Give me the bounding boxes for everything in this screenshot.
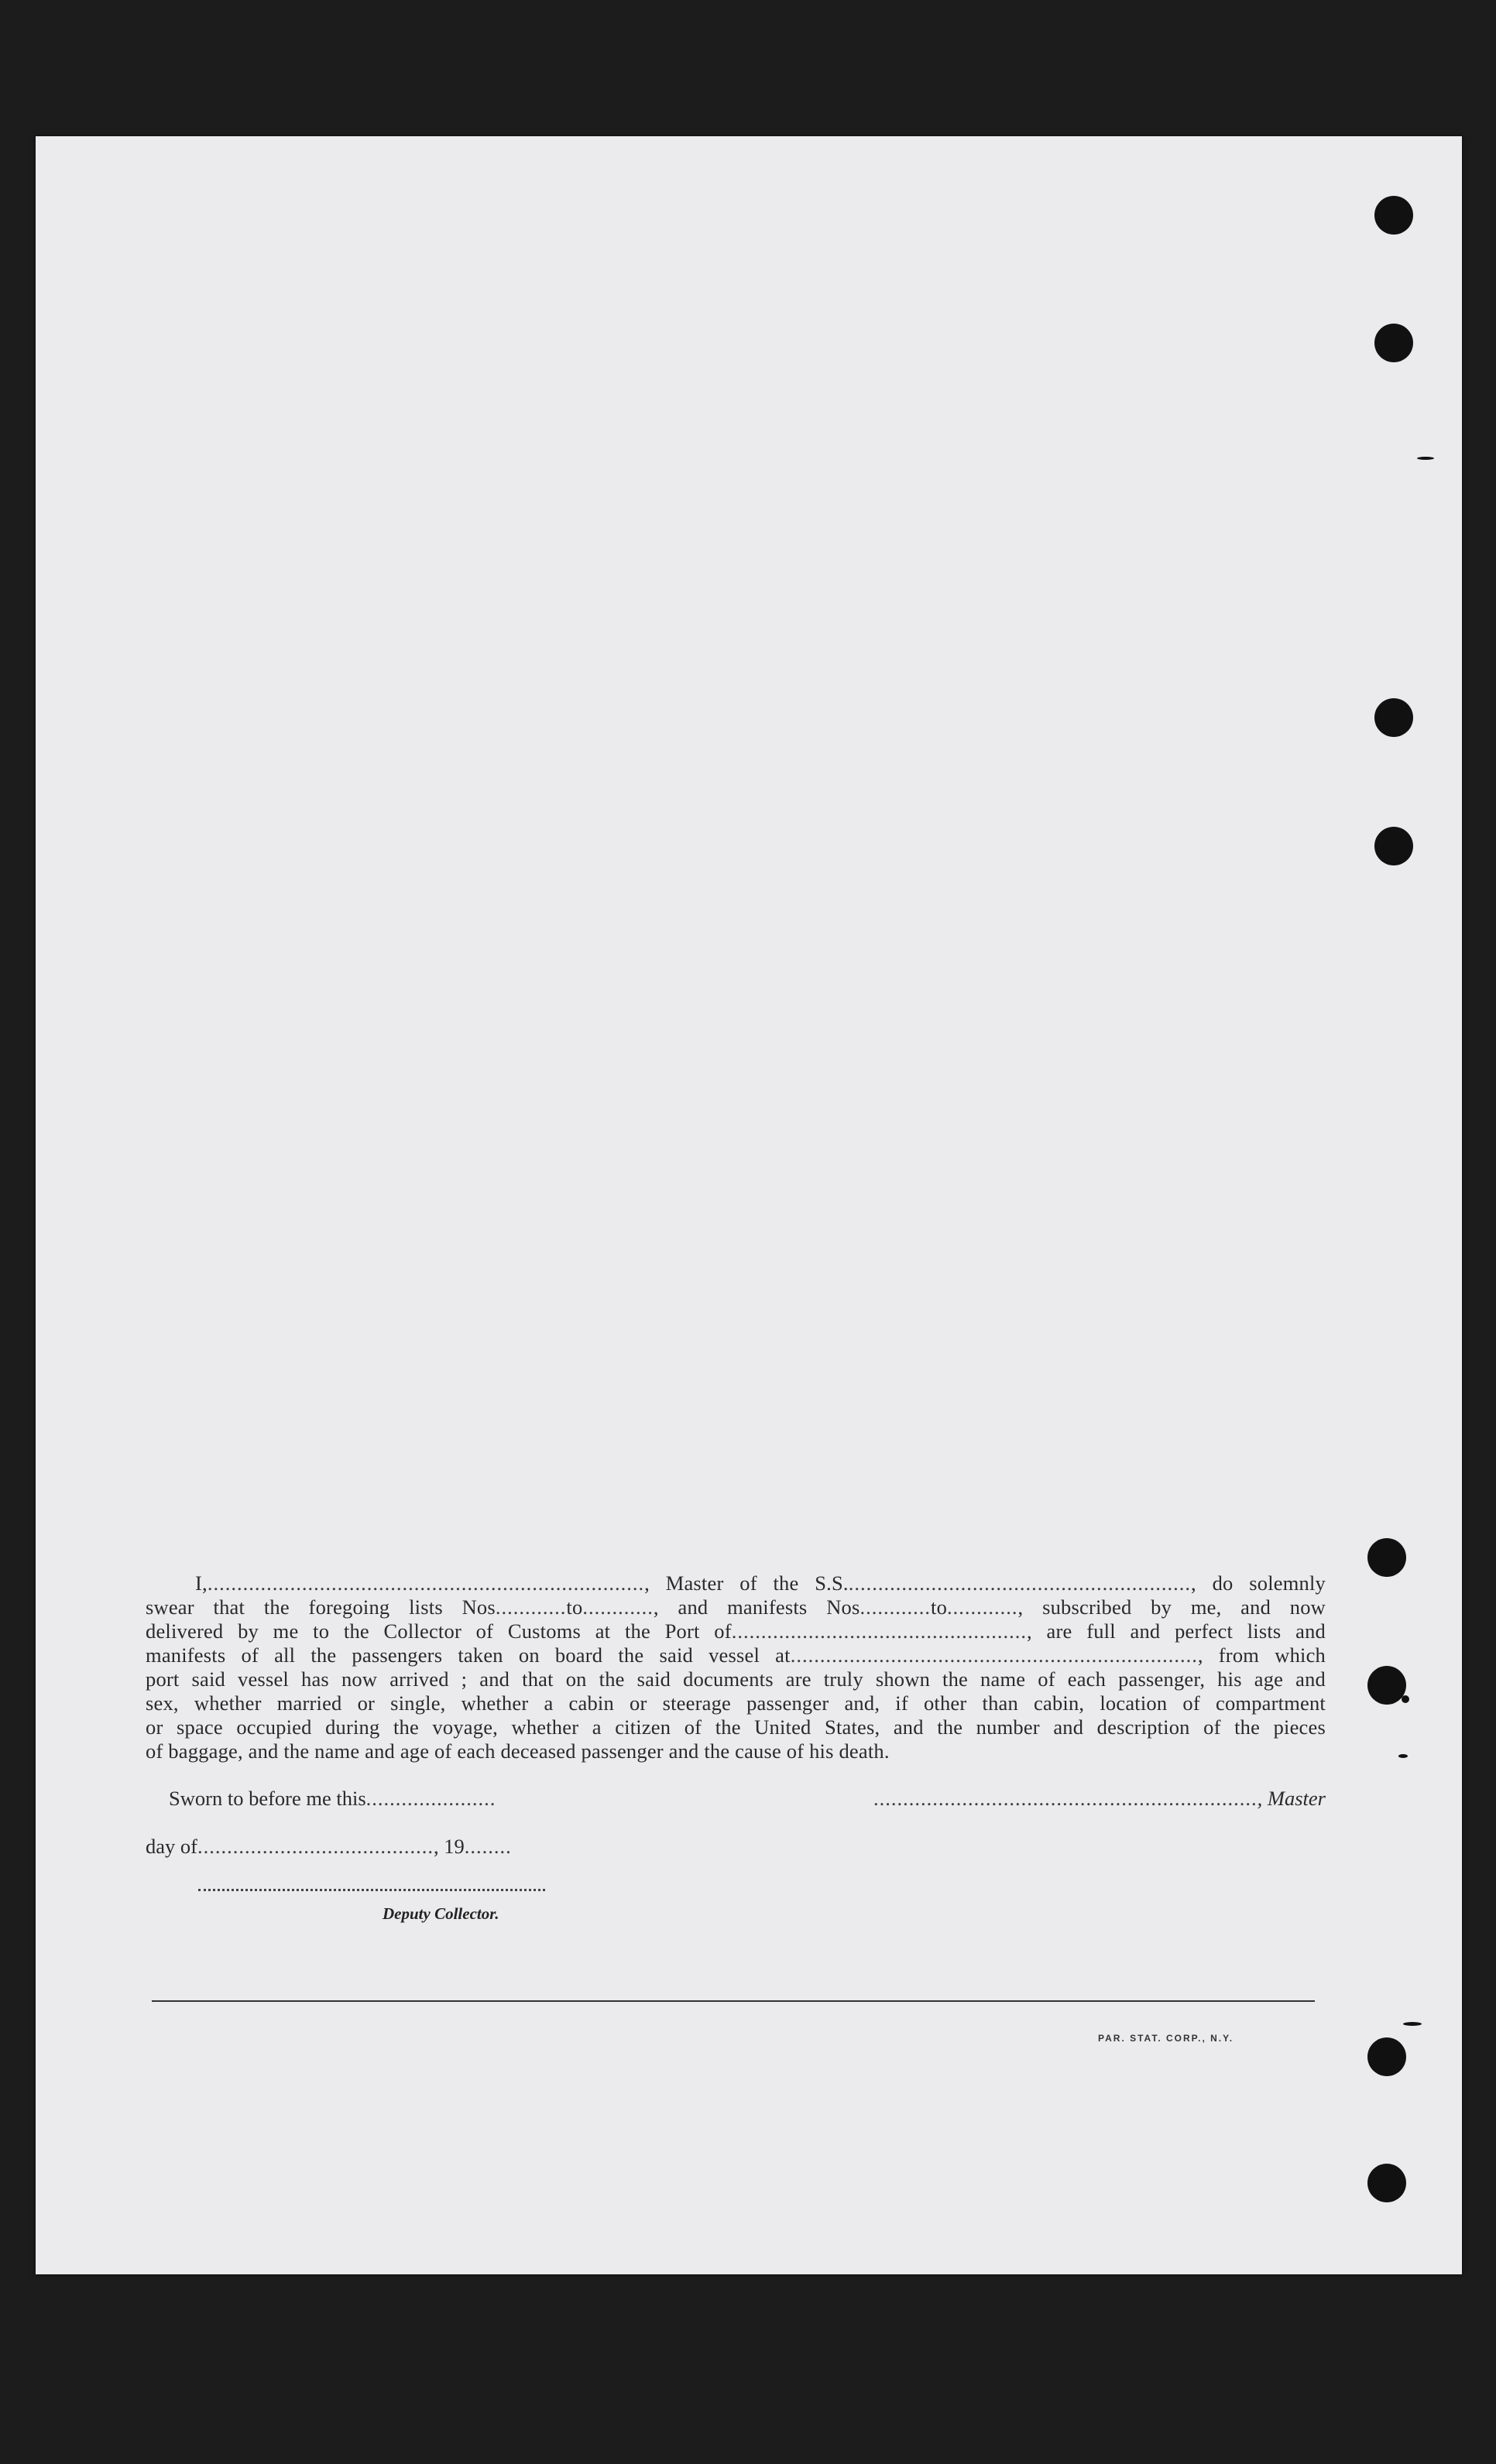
sworn-date-blank: ...................... [365,1787,496,1810]
oath-text: I, [195,1571,208,1595]
oath-line-7: or space occupied during the voyage, whether a citizen of the United States, and the number and description of the pieces [146,1715,1326,1739]
master-signature-blank: ................................................................. [873,1787,1258,1810]
manifest-page [36,136,1462,2274]
oath-text: swear that the foregoing lists Nos [146,1595,496,1619]
oath-line-8: of baggage, and the name and age of each deceased passenger and the cause of his death. [146,1739,890,1763]
oath-text: manifests of all the passengers taken on board the said vessel at [146,1643,791,1667]
year-blank: ........ [464,1835,512,1858]
oath-text: delivered by me to the Collector of Customs at the Port of [146,1619,732,1643]
oath-line-6: sex, whether married or single, whether a cabin or steerage passenger and, if other than cabin, location of compartment [146,1691,1326,1715]
oath-line-2 [146,1595,1326,1619]
punch-hole [1374,827,1413,865]
day-label: day of [146,1835,197,1858]
printer-mark: PAR. STAT. CORP., N.Y. [1098,2033,1234,2044]
punch-hole [1374,698,1413,737]
paper-speck [1417,457,1434,460]
punch-hole [1374,196,1413,235]
day-blank: ........................................ [197,1835,434,1858]
sworn-statement [169,1787,496,1811]
oath-line-3 [146,1619,1326,1643]
oath-text: , Master of the S.S. [644,1571,849,1595]
deputy-signature-line [198,1889,545,1891]
manifest-from-blank: ............ [860,1595,931,1619]
oath-text: , from which [1197,1643,1326,1667]
oath-text: to [931,1595,948,1619]
punch-hole [1367,2037,1406,2076]
paper-speck [1402,1695,1409,1703]
list-to-blank: ............ [582,1595,654,1619]
oath-paragraph [146,1571,1326,1763]
port-blank: .................................................. [731,1619,1028,1643]
embark-port-blank: ..................................................................... [790,1643,1198,1667]
oath-text: , are full and perfect lists and [1027,1619,1326,1643]
oath-text: to [566,1595,583,1619]
day-row [146,1835,512,1859]
master-label: , Master [1257,1787,1326,1810]
punch-hole [1374,324,1413,362]
oath-line-4 [146,1643,1326,1667]
oath-text: , do solemnly [1191,1571,1326,1595]
deputy-collector-label: Deputy Collector. [383,1904,499,1923]
oath-text: , and manifests Nos [653,1595,860,1619]
paper-speck [1403,2022,1422,2026]
ship-name-blank: .......................................................... [848,1571,1191,1595]
year-label: , 19 [433,1835,465,1858]
manifest-to-blank: ............ [947,1595,1018,1619]
punch-hole [1367,1538,1406,1577]
punch-hole [1367,2164,1406,2202]
sworn-label: Sworn to before me this [169,1787,366,1810]
list-from-blank: ............ [495,1595,567,1619]
oath-line-5: port said vessel has now arrived ; and that on the said documents are truly shown the name of each passenger, his age and [146,1667,1326,1691]
master-name-blank: .......................................................................... [207,1571,645,1595]
master-signature [873,1787,1326,1811]
divider-rule [152,2000,1315,2002]
oath-line-1 [146,1571,1326,1595]
punch-hole [1367,1666,1406,1705]
oath-text: , subscribed by me, and now [1017,1595,1326,1619]
paper-speck [1398,1754,1408,1758]
